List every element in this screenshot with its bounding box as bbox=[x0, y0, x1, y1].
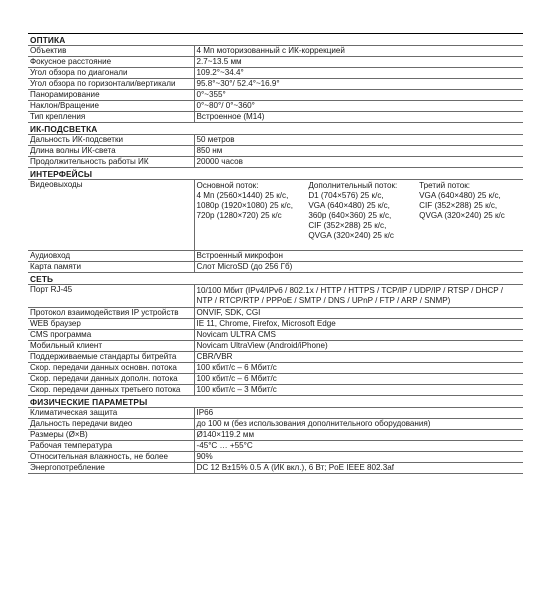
table-row bbox=[28, 68, 523, 79]
table-row bbox=[28, 251, 523, 262]
section-title: ФИЗИЧЕСКИЕ ПАРАМЕТРЫ bbox=[28, 396, 523, 408]
spec-value: Встроенное (М14) bbox=[194, 112, 523, 123]
table-row bbox=[28, 79, 523, 90]
spec-value: -45°C … +55°C bbox=[194, 441, 523, 452]
spec-value: 0°~355° bbox=[194, 90, 523, 101]
table-row bbox=[28, 308, 523, 319]
table-row bbox=[28, 285, 523, 308]
stream-line: 720p (1280×720) 25 к/с bbox=[196, 211, 282, 220]
spec-value: DC 12 В±15% 0.5 А (ИК вкл.), 6 Вт; PoE IEEE 802.3af bbox=[194, 463, 523, 474]
stream-line: Третий поток: bbox=[419, 181, 470, 190]
spec-key: Угол обзора по горизонтали/вертикали bbox=[28, 79, 194, 90]
table-row bbox=[28, 135, 523, 146]
section-title: ОПТИКА bbox=[28, 34, 523, 46]
table-row bbox=[28, 101, 523, 112]
spec-value: Ø140×119.2 мм bbox=[194, 430, 523, 441]
spec-value: 95.8°~30°/ 52.4°~16.9° bbox=[194, 79, 523, 90]
spec-value: ONVIF, SDK, CGI bbox=[194, 308, 523, 319]
stream-line: 360p (640×360) 25 к/с, bbox=[308, 211, 392, 220]
spec-value: Novicam ULTRA CMS bbox=[194, 330, 523, 341]
spec-value: 109.2°~34.4° bbox=[194, 68, 523, 79]
spec-value: 100 кбит/с – 6 Мбит/с bbox=[194, 374, 523, 385]
table-row bbox=[28, 463, 523, 474]
spec-value: до 100 м (без использования дополнительного оборудования) bbox=[194, 419, 523, 430]
section-title: СЕТЬ bbox=[28, 273, 523, 285]
spec-key: Рабочая температура bbox=[28, 441, 194, 452]
table-row bbox=[28, 374, 523, 385]
section-title: ИНТЕРФЕЙСЫ bbox=[28, 168, 523, 180]
spec-key: Относительная влажность, не более bbox=[28, 452, 194, 463]
table-row bbox=[28, 363, 523, 374]
spec-key: Тип крепления bbox=[28, 112, 194, 123]
spec-value-video-streams bbox=[194, 180, 523, 251]
table-row bbox=[28, 341, 523, 352]
spec-key: Видеовыходы bbox=[28, 180, 194, 251]
table-row bbox=[28, 90, 523, 101]
spec-value: IE 11, Chrome, Firefox, Microsoft Edge bbox=[194, 319, 523, 330]
spec-key: CMS программа bbox=[28, 330, 194, 341]
spec-key: Аудиовход bbox=[28, 251, 194, 262]
spec-key: Панорамирование bbox=[28, 90, 194, 101]
table-row bbox=[28, 419, 523, 430]
spec-value: 100 кбит/с – 3 Мбит/с bbox=[194, 385, 523, 396]
spec-value: 10/100 Мбит (IPv4/IPv6 / 802.1x / HTTP / HTTPS / TCP/IP / UDP/IP / RTSP / DHCP / NTP / RTCP/RTP / PPPoE / SMTP / DNS / UPnP / FTP / ARP / SNMP) bbox=[194, 285, 523, 308]
spec-key: Угол обзора по диагонали bbox=[28, 68, 194, 79]
table-row bbox=[28, 430, 523, 441]
spec-value: 4 Мп моторизованный с ИК-коррекцией bbox=[194, 46, 523, 57]
table-row bbox=[28, 46, 523, 57]
section-header-ir bbox=[28, 123, 523, 135]
spec-key: Продолжительность работы ИК bbox=[28, 157, 194, 168]
spec-value: 850 нм bbox=[194, 146, 523, 157]
table-row bbox=[28, 319, 523, 330]
spec-key: Протокол взаимодействия IP устройств bbox=[28, 308, 194, 319]
table-row bbox=[28, 408, 523, 419]
spec-value: Слот MicroSD (до 256 Гб) bbox=[194, 262, 523, 273]
stream-line: CIF (352×288) 25 к/с, bbox=[419, 201, 498, 210]
table-row bbox=[28, 441, 523, 452]
spec-key: Фокусное расстояние bbox=[28, 57, 194, 68]
stream-line: Дополнительный поток: bbox=[308, 181, 398, 190]
section-header-physical bbox=[28, 396, 523, 408]
table-row bbox=[28, 262, 523, 273]
stream-line: VGA (640×480) 25 к/с, bbox=[308, 201, 390, 210]
spec-key: Карта памяти bbox=[28, 262, 194, 273]
section-title: ИК-ПОДСВЕТКА bbox=[28, 123, 523, 135]
spec-key: Дальность ИК-подсветки bbox=[28, 135, 194, 146]
stream-line: 4 Мп (2560×1440) 25 к/с, bbox=[196, 191, 289, 200]
section-header-optics bbox=[28, 34, 523, 46]
stream-line: 1080p (1920×1080) 25 к/с, bbox=[196, 201, 293, 210]
spec-value: IP66 bbox=[194, 408, 523, 419]
table-row bbox=[28, 385, 523, 396]
spec-value: 0°~80°/ 0°~360° bbox=[194, 101, 523, 112]
spec-value: Встроенный микрофон bbox=[194, 251, 523, 262]
spec-value: 20000 часов bbox=[194, 157, 523, 168]
table-row-video-outputs bbox=[28, 180, 523, 251]
spec-key: Длина волны ИК-света bbox=[28, 146, 194, 157]
spec-key: Энергопотребление bbox=[28, 463, 194, 474]
spec-key: Объектив bbox=[28, 46, 194, 57]
spec-value: Novicam UltraView (Android/iPhone) bbox=[194, 341, 523, 352]
spec-value: CBR/VBR bbox=[194, 352, 523, 363]
spec-key: WEB браузер bbox=[28, 319, 194, 330]
table-row bbox=[28, 112, 523, 123]
spec-key: Наклон/Вращение bbox=[28, 101, 194, 112]
spec-key: Скор. передачи данных третьего потока bbox=[28, 385, 194, 396]
table-row bbox=[28, 146, 523, 157]
spec-sheet bbox=[28, 33, 523, 474]
stream-line: QVGA (320×240) 25 к/с bbox=[308, 231, 394, 240]
spec-value: 2.7~13.5 мм bbox=[194, 57, 523, 68]
stream-line: CIF (352×288) 25 к/с, bbox=[308, 221, 387, 230]
table-row bbox=[28, 57, 523, 68]
spec-key: Порт RJ-45 bbox=[28, 285, 194, 308]
stream-line: VGA (640×480) 25 к/с, bbox=[419, 191, 501, 200]
spec-key: Поддерживаемые стандарты битрейта bbox=[28, 352, 194, 363]
section-header-network bbox=[28, 273, 523, 285]
spec-table bbox=[28, 33, 523, 474]
spec-key: Скор. передачи данных дополн. потока bbox=[28, 374, 194, 385]
spec-key: Мобильный клиент bbox=[28, 341, 194, 352]
stream-line: D1 (704×576) 25 к/с, bbox=[308, 191, 384, 200]
section-header-interfaces bbox=[28, 168, 523, 180]
main-stream-column bbox=[197, 181, 309, 241]
spec-value: 50 метров bbox=[194, 135, 523, 146]
spec-key: Климатическая защита bbox=[28, 408, 194, 419]
table-row bbox=[28, 352, 523, 363]
sub-stream-column bbox=[308, 181, 419, 241]
third-stream-column bbox=[419, 181, 521, 241]
table-row bbox=[28, 330, 523, 341]
table-row bbox=[28, 157, 523, 168]
spec-key: Размеры (Ø×В) bbox=[28, 430, 194, 441]
spec-key: Скор. передачи данных основн. потока bbox=[28, 363, 194, 374]
stream-line: Основной поток: bbox=[196, 181, 259, 190]
table-row bbox=[28, 452, 523, 463]
spec-key: Дальность передачи видео bbox=[28, 419, 194, 430]
spec-value: 100 кбит/с – 6 Мбит/с bbox=[194, 363, 523, 374]
spec-value: 90% bbox=[194, 452, 523, 463]
stream-line: QVGA (320×240) 25 к/с bbox=[419, 211, 505, 220]
